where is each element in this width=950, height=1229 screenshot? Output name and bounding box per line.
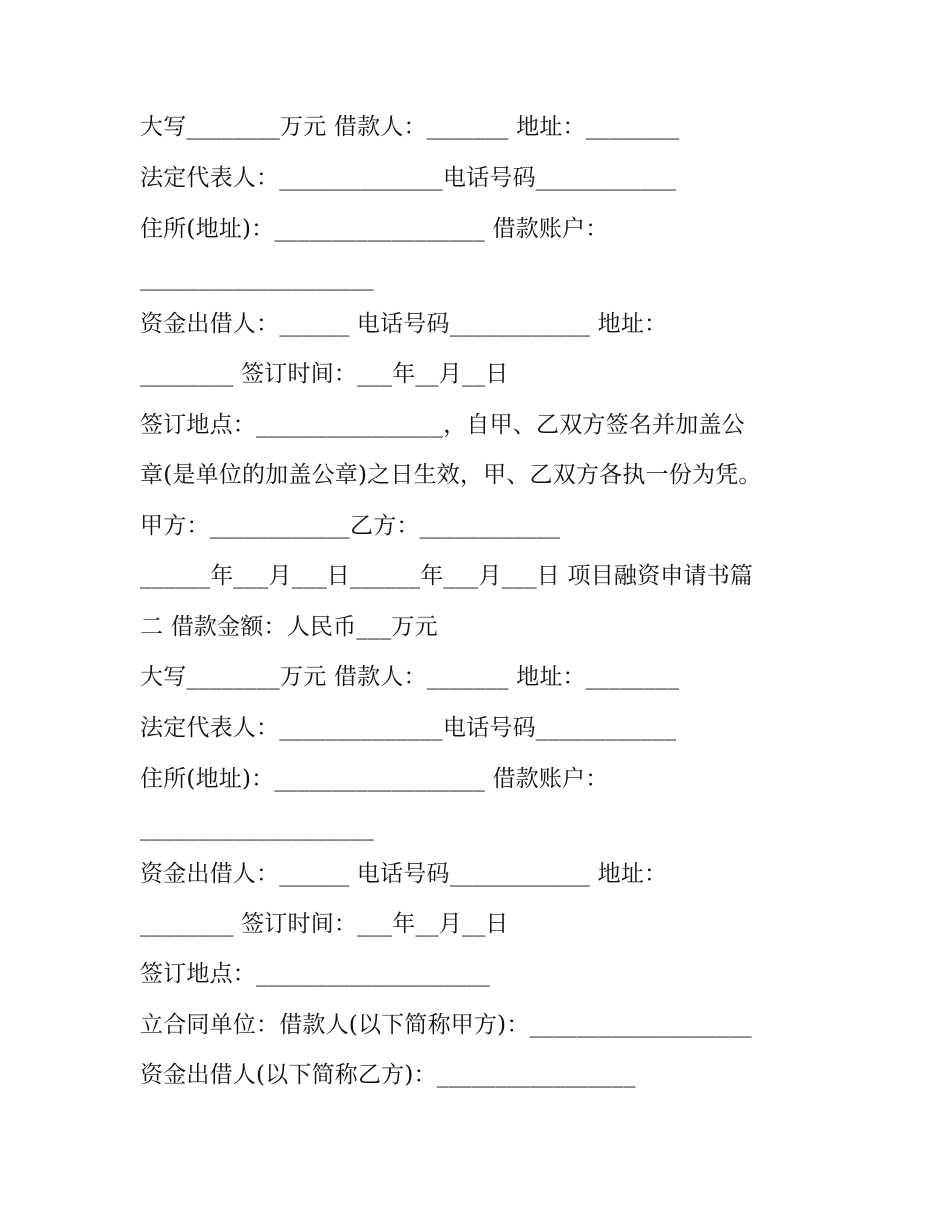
- text-line: 二 借款金额：人民币___万元: [140, 614, 438, 640]
- text-line: 资金出借人：______ 电话号码____________ 地址：: [140, 311, 668, 337]
- text-line: 资金出借人：______ 电话号码____________ 地址：: [140, 861, 668, 887]
- text-line: ____________________: [140, 265, 374, 291]
- text-line: 住所(地址)：__________________ 借款账户：: [140, 216, 609, 242]
- text-line: 甲方：____________乙方：____________: [140, 513, 560, 539]
- text-line: 签订地点：____________________: [140, 961, 490, 987]
- text-line: 法定代表人：______________电话号码____________: [140, 715, 677, 741]
- text-line: ______年___月___日______年___月___日 项目融资申请书篇: [140, 563, 754, 589]
- text-line: ________ 签订时间：___年__月__日: [140, 361, 509, 387]
- text-line: ____________________: [140, 815, 374, 841]
- text-line: 大写________万元 借款人：_______ 地址：________: [140, 114, 680, 140]
- text-line: 签订地点：________________，自甲、乙双方签名并加盖公: [140, 412, 745, 438]
- text-line: 立合同单位：借款人(以下简称甲方)：___________________: [140, 1012, 752, 1038]
- text-line: ________ 签订时间：___年__月__日: [140, 911, 509, 937]
- text-line: 住所(地址)：__________________ 借款账户：: [140, 766, 609, 792]
- text-line: 章(是单位的加盖公章)之日生效，甲、乙双方各执一份为凭。: [140, 462, 762, 488]
- text-line: 资金出借人(以下简称乙方)：_________________: [140, 1062, 636, 1088]
- text-line: 法定代表人：______________电话号码____________: [140, 165, 677, 191]
- text-line: 大写________万元 借款人：_______ 地址：________: [140, 664, 680, 690]
